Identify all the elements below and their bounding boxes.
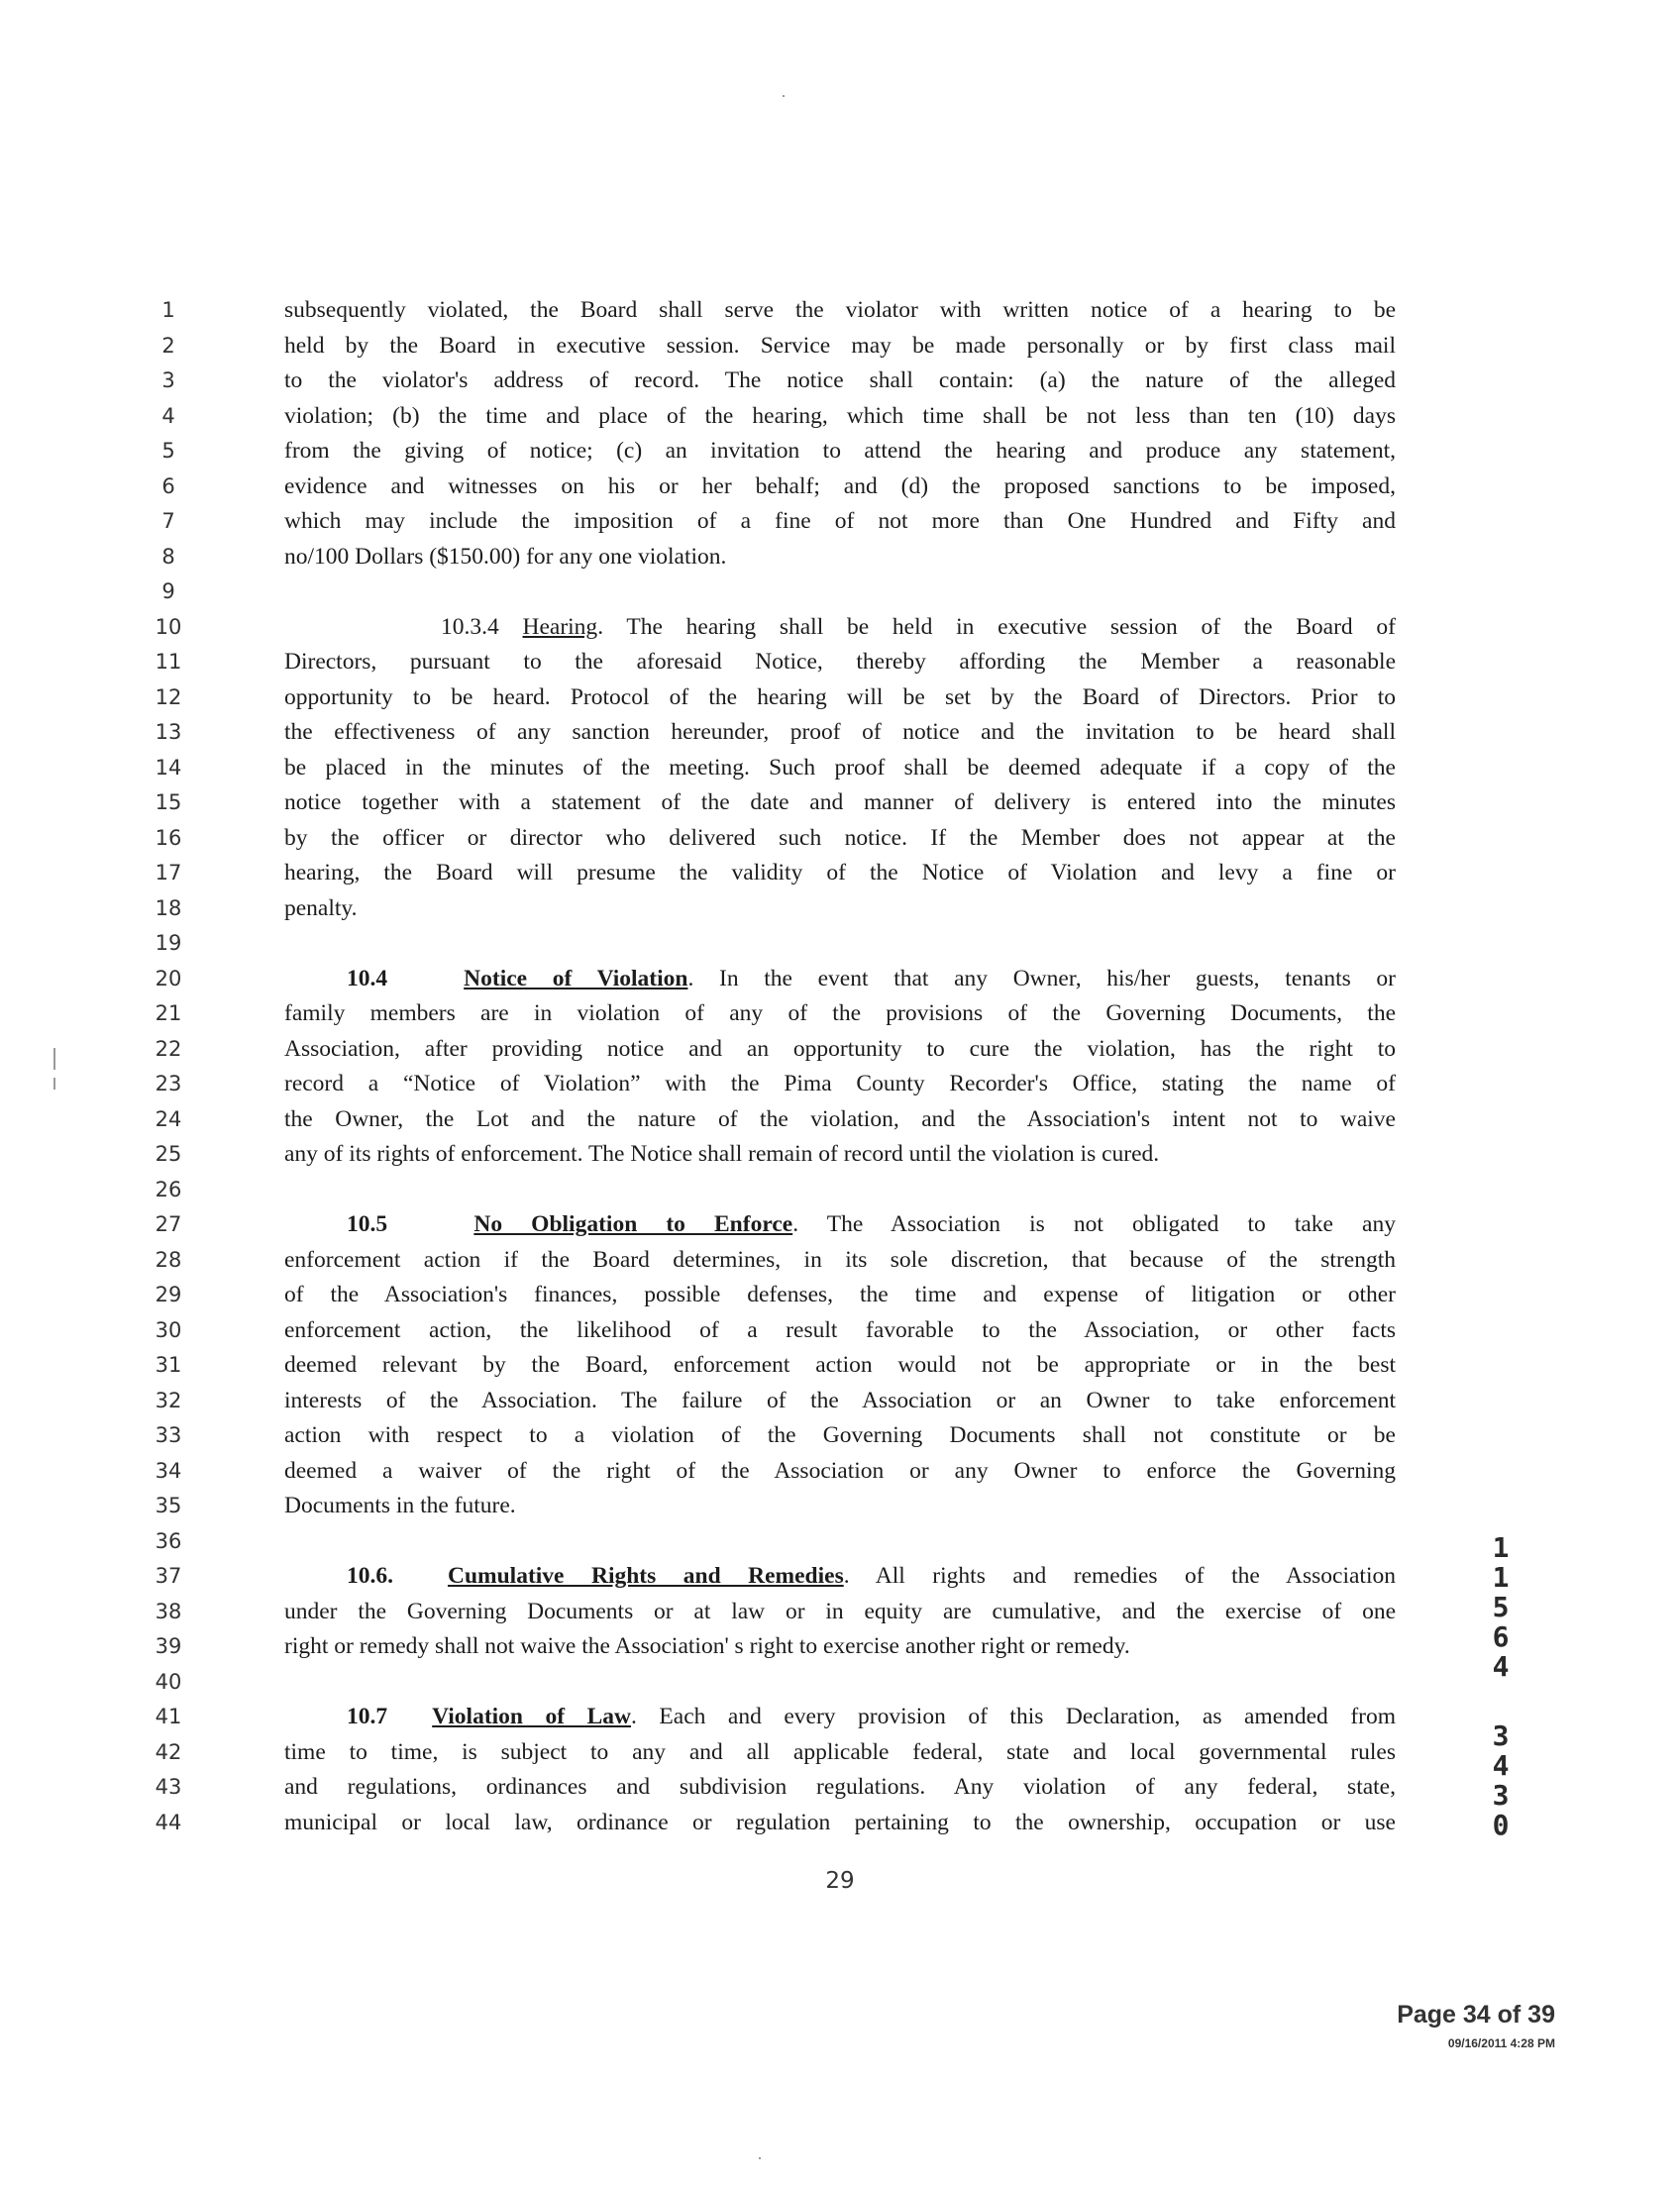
text-line: [441, 612, 1396, 642]
line-number: 17: [155, 861, 182, 885]
text-line: opportunity to be heard. Protocol of the hearing will be set by the Board of Directors. Prior to: [284, 684, 1396, 710]
section-first-line: . The Association is not obligated to take any: [792, 1211, 1396, 1237]
line-number: 16: [155, 826, 182, 850]
section-first-line: . Each and every provision of this Declaration, as amended from: [631, 1704, 1397, 1729]
section-title: No Obligation to Enforce: [473, 1211, 793, 1237]
text-line: municipal or local law, ordinance or regulation pertaining to the ownership, occupation or use: [284, 1810, 1396, 1835]
text-line: the effectiveness of any sanction hereunder, proof of notice and the invitation to be heard shall: [284, 719, 1396, 745]
text-line: [347, 964, 1396, 993]
line-number: 13: [155, 720, 182, 744]
text-line: time to time, is subject to any and all applicable federal, state and local governmental rules: [284, 1739, 1396, 1765]
line-number: 27: [155, 1212, 182, 1236]
recording-digit: 3: [1492, 1779, 1510, 1812]
section-title: Hearing: [522, 614, 598, 640]
text-line: by the officer or director who delivered such notice. If the Member does not appear at the: [284, 825, 1396, 851]
line-number: 42: [155, 1740, 182, 1764]
line-number: 31: [155, 1353, 182, 1377]
line-number: 22: [155, 1037, 182, 1061]
line-number: 19: [155, 931, 182, 955]
line-number: 36: [155, 1529, 182, 1553]
line-number: 20: [155, 967, 182, 990]
text-line: Association, after providing notice and an opportunity to cure the violation, has the right to: [284, 1036, 1396, 1062]
line-number: 21: [155, 1001, 182, 1025]
line-number: 32: [155, 1389, 182, 1412]
line-number: 30: [155, 1318, 182, 1342]
section-number: 10.6.: [347, 1563, 393, 1589]
line-number: 5: [161, 439, 175, 463]
line-number: 44: [155, 1811, 182, 1834]
line-number: 15: [155, 790, 182, 814]
page-number: 29: [825, 1868, 855, 1894]
text-line: no/100 Dollars ($150.00) for any one violation.: [284, 544, 727, 570]
text-line: evidence and witnesses on his or her behalf; and (d) the proposed sanctions to be imposed,: [284, 473, 1396, 499]
text-line: the Owner, the Lot and the nature of the violation, and the Association's intent not to waive: [284, 1106, 1396, 1132]
recording-digit: 0: [1492, 1809, 1510, 1841]
recording-digit: 6: [1492, 1620, 1510, 1653]
text-line: held by the Board in executive session. Service may be made personally or by first class mail: [284, 333, 1396, 359]
line-number: 43: [155, 1775, 182, 1799]
line-number: 41: [155, 1705, 182, 1728]
text-line: deemed relevant by the Board, enforcement action would not be appropriate or in the best: [284, 1352, 1396, 1378]
text-line: from the giving of notice; (c) an invitation to attend the hearing and produce any statement,: [284, 438, 1396, 464]
text-line: violation; (b) the time and place of the hearing, which time shall be not less than ten (10) days: [284, 403, 1396, 429]
recording-digit: 1: [1492, 1531, 1510, 1564]
text-line: to the violator's address of record. The notice shall contain: (a) the nature of the alleged: [284, 367, 1396, 393]
scan-mark-bottom: [759, 2157, 761, 2159]
text-line: [347, 1209, 1396, 1239]
line-number: 18: [155, 896, 182, 920]
line-number: 10: [155, 615, 182, 639]
section-number: 10.5: [347, 1211, 388, 1237]
line-number: 11: [155, 650, 182, 674]
line-number: 6: [161, 474, 175, 498]
recording-digit: 4: [1492, 1650, 1510, 1683]
line-number: 37: [155, 1564, 182, 1588]
text-line: enforcement action, the likelihood of a result favorable to the Association, or other facts: [284, 1317, 1396, 1343]
section-first-line: . All rights and remedies of the Association: [843, 1563, 1396, 1589]
text-line: action with respect to a violation of the Governing Documents shall not constitute or be: [284, 1422, 1396, 1448]
text-line: interests of the Association. The failure of the Association or an Owner to take enforcement: [284, 1388, 1396, 1413]
section-first-line: . The hearing shall be held in executive session of the Board of: [597, 614, 1396, 640]
line-number: 8: [161, 545, 175, 569]
text-line: Documents in the future.: [284, 1493, 516, 1518]
text-line: record a “Notice of Violation” with the Pima County Recorder's Office, stating the name of: [284, 1071, 1396, 1096]
recording-digit: 4: [1492, 1749, 1510, 1782]
section-first-line: . In the event that any Owner, his/her guests, tenants or: [687, 966, 1397, 991]
scan-mark-left-2: [53, 1078, 55, 1090]
text-line: [347, 1702, 1396, 1731]
line-number: 2: [161, 334, 175, 358]
line-number: 7: [161, 509, 175, 533]
line-number: 34: [155, 1459, 182, 1483]
text-line: Directors, pursuant to the aforesaid Notice, thereby affording the Member a reasonable: [284, 649, 1396, 675]
text-line: penalty.: [284, 895, 358, 921]
section-title: Notice of Violation: [464, 966, 688, 991]
line-number: 14: [155, 756, 182, 780]
text-line: which may include the imposition of a fine of not more than One Hundred and Fifty and: [284, 508, 1396, 534]
page-counter: Page 34 of 39: [1397, 2001, 1555, 2029]
line-number: 25: [155, 1142, 182, 1166]
text-line: and regulations, ordinances and subdivision regulations. Any violation of any federal, state,: [284, 1774, 1396, 1800]
text-line: family members are in violation of any of the provisions of the Governing Documents, the: [284, 1000, 1396, 1026]
text-line: notice together with a statement of the date and manner of delivery is entered into the minutes: [284, 789, 1396, 815]
text-line: [347, 1561, 1396, 1591]
text-line: subsequently violated, the Board shall serve the violator with written notice of a hearing to be: [284, 297, 1396, 323]
line-number: 1: [161, 298, 175, 322]
section-title: Cumulative Rights and Remedies: [447, 1563, 844, 1589]
line-number: 9: [161, 579, 175, 603]
line-number: 33: [155, 1423, 182, 1447]
text-line: deemed a waiver of the right of the Association or any Owner to enforce the Governing: [284, 1458, 1396, 1484]
section-number: 10.3.4: [441, 614, 499, 640]
text-line: of the Association's finances, possible defenses, the time and expense of litigation or other: [284, 1282, 1396, 1307]
line-number: 40: [155, 1670, 182, 1694]
recording-number: [1486, 1531, 1516, 1858]
line-number: 3: [161, 368, 175, 392]
scan-mark-top: [783, 95, 785, 97]
line-number: 38: [155, 1600, 182, 1623]
recording-digit: 3: [1492, 1719, 1510, 1752]
section-title: Violation of Law: [432, 1704, 632, 1729]
section-number: 10.7: [347, 1704, 388, 1729]
line-number: 23: [155, 1072, 182, 1095]
line-number: 4: [161, 404, 175, 428]
line-number: 12: [155, 685, 182, 709]
text-line: right or remedy shall not waive the Association' s right to exercise another right or remedy.: [284, 1633, 1130, 1659]
line-number: 35: [155, 1494, 182, 1517]
recording-digit: 1: [1492, 1561, 1510, 1594]
text-line: under the Governing Documents or at law or in equity are cumulative, and the exercise of one: [284, 1599, 1396, 1624]
text-line: enforcement action if the Board determines, in its sole discretion, that because of the strength: [284, 1247, 1396, 1273]
line-number: 39: [155, 1634, 182, 1658]
print-timestamp: 09/16/2011 4:28 PM: [1447, 2036, 1555, 2050]
recording-digit: 5: [1492, 1591, 1510, 1623]
line-number: 28: [155, 1248, 182, 1272]
text-line: any of its rights of enforcement. The Notice shall remain of record until the violation is cured.: [284, 1141, 1160, 1167]
section-number: 10.4: [347, 966, 388, 991]
line-number: 26: [155, 1178, 182, 1201]
text-line: hearing, the Board will presume the validity of the Notice of Violation and levy a fine or: [284, 860, 1396, 885]
line-number: 24: [155, 1107, 182, 1131]
scan-mark-left-1: [53, 1048, 55, 1070]
line-number: 29: [155, 1283, 182, 1306]
text-line: be placed in the minutes of the meeting. Such proof shall be deemed adequate if a copy of the: [284, 755, 1396, 781]
